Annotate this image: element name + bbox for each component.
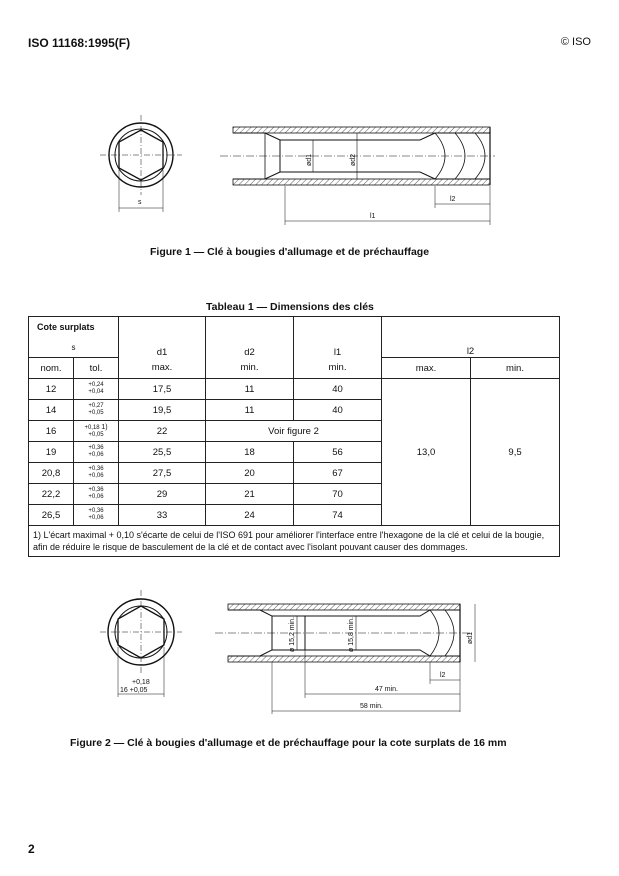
table-row [29,379,560,400]
cell-tol [74,421,119,442]
col-d2-sub: min. [206,358,294,379]
col-d2: d2 [206,317,294,358]
dim-d152: ø 15,2 min. [289,616,296,652]
cell-d1: 17,5 [119,379,206,400]
col-l2-min: min. [471,358,560,379]
cell-nom: 14 [29,400,74,421]
cell-nom: 20,8 [29,463,74,484]
side-section-16 [215,604,475,714]
figure2-caption: Figure 2 — Clé à bougies d'allumage et de préchauffage pour la cote surplats de 16 mm [70,737,507,749]
tol-lower: +0,06 [88,473,104,479]
cell-l1: 70 [294,484,382,505]
cell-nom: 19 [29,442,74,463]
dim-58: 58 min. [360,703,383,710]
col-cote-surplats: Cote surplats [29,317,119,338]
tol-upper: +0,36 [88,445,104,451]
tol-lower: +0,05 [88,410,104,416]
cell-d2: 11 [206,400,294,421]
col-tol: tol. [74,358,119,379]
dim-l1: l1 [370,213,376,220]
tol-upper: +0,36 [88,508,104,514]
cell-tol [74,463,119,484]
cell-d1: 33 [119,505,206,526]
dim-47: 47 min. [375,686,398,693]
col-d1: d1 [119,317,206,358]
col-l1-sub: min. [294,358,382,379]
copyright: © ISO [560,36,591,48]
col-l2-max: max. [382,358,471,379]
col-nom: nom. [29,358,74,379]
cell-d1: 25,5 [119,442,206,463]
cell-nom: 26,5 [29,505,74,526]
table1-title: Tableau 1 — Dimensions des clés [206,301,374,313]
tol-upper: +0,27 [88,403,104,409]
dimensions-table [28,316,560,557]
cell-d2: 24 [206,505,294,526]
tol-upper: +0,18 [84,424,100,431]
dim-l2-fig2: l2 [440,672,446,679]
tol-lower: +0,04 [88,389,104,395]
cell-l1: 40 [294,400,382,421]
tol-footnote-ref: 1) [101,423,108,431]
cell-l1: 56 [294,442,382,463]
cell-see-figure2: Voir figure 2 [206,421,382,442]
cell-tol [74,400,119,421]
dim-s: s [138,199,142,206]
col-l2: l2 [382,317,560,358]
tol-lower: +0,06 [88,452,104,458]
cell-d2: 11 [206,379,294,400]
figure1-caption: Figure 1 — Clé à bougies d'allumage et de préchauffage [150,246,430,258]
tol-lower: +0,06 [88,515,104,521]
dim-l2: l2 [450,196,456,203]
end-view-hex-16 [100,590,182,697]
cell-l2-min: 9,5 [471,379,560,526]
cell-d2: 20 [206,463,294,484]
cell-d1: 22 [119,421,206,442]
cell-tol [74,505,119,526]
dim-tol-upper: +0,18 [132,679,150,686]
table-footnote: 1) L'écart maximal + 0,10 s'écarte de celui de l'ISO 691 pour améliorer l'interface entre l'hexagone de la clé et celui de la bougie, afin de réduire le risque de basculement de la clé et de contact avec l'isolant pouvant causer des dommages. [29,526,560,557]
dim-d1-fig2: ød1 [467,631,474,644]
side-section [220,127,495,225]
cell-l1: 74 [294,505,382,526]
cell-nom: 22,2 [29,484,74,505]
cell-d1: 27,5 [119,463,206,484]
tol-upper: +0,36 [88,466,104,472]
cell-l1: 40 [294,379,382,400]
tol-upper: +0,36 [88,487,104,493]
col-l1: l1 [294,317,382,358]
cell-tol [74,484,119,505]
dim-16: 16 +0,05 [120,687,148,694]
cell-d1: 19,5 [119,400,206,421]
end-view-hex [100,115,182,212]
tol-lower: +0,06 [88,494,104,500]
cell-l1: 67 [294,463,382,484]
col-s: s [29,337,119,358]
cell-tol [74,442,119,463]
standard-id: ISO 11168:1995(F) [28,36,131,50]
cell-l2-max: 13,0 [382,379,471,526]
cell-d2: 21 [206,484,294,505]
tol-lower: +0,05 [88,431,104,438]
cell-d1: 29 [119,484,206,505]
cell-d2: 18 [206,442,294,463]
dim-d1: ød1 [306,153,313,166]
cell-tol [74,379,119,400]
dim-d158: ø 15,8 min. [348,616,355,652]
figure1-drawing [80,100,500,235]
cell-nom: 12 [29,379,74,400]
figure2-drawing [80,582,500,722]
page-number: 2 [28,842,35,856]
col-d1-sub: max. [119,358,206,379]
dim-d2: ød2 [350,153,357,166]
tol-upper: +0,24 [88,382,104,388]
cell-nom: 16 [29,421,74,442]
